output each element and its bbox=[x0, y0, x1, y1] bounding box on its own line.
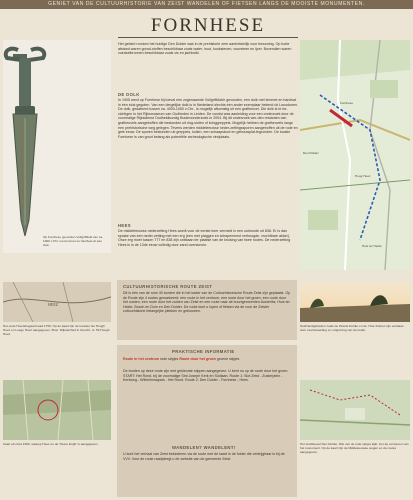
route-map-photo bbox=[300, 380, 410, 440]
cultuur-heading: CULTUURHISTORISCHE ROUTE ZEIST bbox=[123, 284, 213, 289]
svg-text:HEEZ: HEEZ bbox=[48, 302, 59, 307]
intro-text: Het gebied rondom het huidige Den Dolder was in de prehistorie zeer aantrekkelijk voor bewoning. Op korte afstand waren grond-stoffen beschikbaar zoals water, hout, kookstenen, vuursteen en ijzer. Bovendien waren voedselbronnen beschikbaar zoals vis en jachtwild. bbox=[118, 42, 292, 56]
wandelaar-heading: WANDELEN? WANDELENT! bbox=[172, 445, 236, 450]
dolk-text: In 1905 werd op Fornhese bij toeval een zogenaamde Vollgriffdolch gevonden, een dolk met lemmet en handvat in één stuk gegoten. Van een dergelijke dolk is in Nederland slechts één ander exemplaar bekend uit Losodunen. De dolk, gedateerd tussen ca. 4000-1050 v.Chr., is mogelijk afkomstig uit een grafheuvel. Die dolk is te be-zichtigen in het Rijksmuseum van Oudheden in Leiden. De vondst was aanleiding voor een onderzoek door de voormalige Rijksdienst Oudheidkundig Bodemonderzoek in 2004. Bij dit onderzoek wer-den restanten van grafheuvels aangetroffen die bestonden uit ring-sloten of kringgreppels. Mogelijk hebben de grafheuvels langs een prehistorische weg gelegen. Tevens werden middeleeuwse neder-zettingssporen aangetroffen uit de rode en gele eeuw. De sporen bestonden uit greppels, kuilen, een schaapskooi en gebouwplat-tegronden. De locatie Fornhese is van groot belang als potentiële archeologische vindplaats. bbox=[118, 98, 298, 139]
heath-photo bbox=[300, 282, 410, 322]
old-map-caption: Het oude Hoeckbogaard wad 1750. Op de kaart zijn de locaties het Hoogh Heez en Leege Heez aangegeven. Bron: Rijksarchief in Utrecht, nr. 59 Hoogh Heez. bbox=[3, 325, 110, 336]
cultuur-box bbox=[117, 280, 297, 340]
praktisch-box bbox=[117, 345, 297, 497]
area-map bbox=[300, 40, 410, 270]
route-groen: Route door het groen bbox=[179, 357, 216, 361]
cultuur-text: Dit is één van de ruim 40 borden die in het kader van de Cultuurhistorische Route Zeist zijn geplaatst. Op de Route zijn 4 routes gemarkeerd: een route in het centrum, een route door het groen, een route door het oosten, een route door het zuiden van Zeist en een route naar de buurtgemeenten Austerlitz, Huis ter Heide, Bosch en Duin en Den Dolder. De route kunt u lopen of fietsen via de voor de Zeister cultuurhistorie belangrijke plekken en gebouwen. bbox=[123, 291, 291, 314]
hees-heading: HEES bbox=[118, 223, 132, 228]
dagger-illustration bbox=[3, 40, 111, 253]
praktisch-heading: PRAKTISCHE INFORMATIE bbox=[172, 349, 235, 354]
map-label-1: Den Dolder bbox=[303, 152, 319, 155]
route-centrum-dots: rode stipjes bbox=[159, 357, 179, 361]
route-map-caption: Het Grafheuvel Den Dolder. Wie van de rode stipjes kijkt, ziet de contouren van het monument. Op de kaart zijn de Middeleeuwse wegen en de routes aangegeven. bbox=[300, 443, 409, 454]
heath-caption: Stuifzandgebieden zoals de Zwarte Dolder en de Ybse Duinen zijn ontstaan door overbeweiding en ontginning van de heide. bbox=[300, 325, 404, 332]
aerial-photo bbox=[3, 380, 111, 440]
map-label-3: Hoog Heez bbox=[355, 175, 371, 178]
map-label-2: Fornhese bbox=[340, 102, 354, 105]
dagger-caption: Op Fornhese gevonden Vollgriffdolk van ca. 1000 v.Chr. met lemmet en handvat uit één stuk. bbox=[43, 236, 103, 247]
dolk-heading: DE DOLK bbox=[118, 92, 140, 97]
map-label-4: Huis ter Heide bbox=[362, 245, 382, 248]
praktisch-text: De borden op deze route zijn met gekleurde stippen aangegeven. U bent nu op de route door het groen. START: Het Rond, bij de voormalige Sint Joseph Kerk en Slotlaan. Route 1: Slot Zeist - Zusterplein - Kerkweg - Wilhelminapark - Het Rond. Route 2: Den Dolder - Fornhese - Hees. bbox=[123, 369, 289, 383]
route-centrum: Route in het centrum bbox=[123, 357, 159, 361]
top-banner: GENIET VAN DE CULTUURHISTORIE VAN ZEIST WANDELEN OF FIETSEN LANGS DE MOOISTE MONUMENTEN. bbox=[0, 0, 413, 9]
page-title: FORNHESE bbox=[150, 15, 266, 36]
title-rule bbox=[118, 37, 298, 38]
route-groen-dots: groene stipjes bbox=[216, 357, 240, 361]
wandelaar-text: U kunt het verhaal van Zeist beluisteren via de route met de kaart in de folder die verkrijgbaar is bij de VVV. Voor de route raadpleegt u de website van de gemeente Zeist. bbox=[123, 452, 285, 461]
aerial-caption: Kaart uit circa 1900, waarop Hees en de 'Heere Engh' is aangegeven. bbox=[3, 443, 99, 446]
dagger-photo bbox=[3, 40, 111, 253]
hees-text: De middeleeuwse nederzetting Hees wordt voor de eerste keer vermeld in een oorkonde uit 838. Er is dan sprake van een neder-zetting met een erg (een met plaggen en schapenmest verhoogde, vruchtbare akker). Onze erg moet tussen 777 en 838 zijn ontstaan ter plaatse van de kruising van twee routes. De nederzetting Hees is in de 13de eeuw volledig door zand overstoven. bbox=[118, 229, 291, 247]
old-map-photo bbox=[3, 282, 111, 322]
